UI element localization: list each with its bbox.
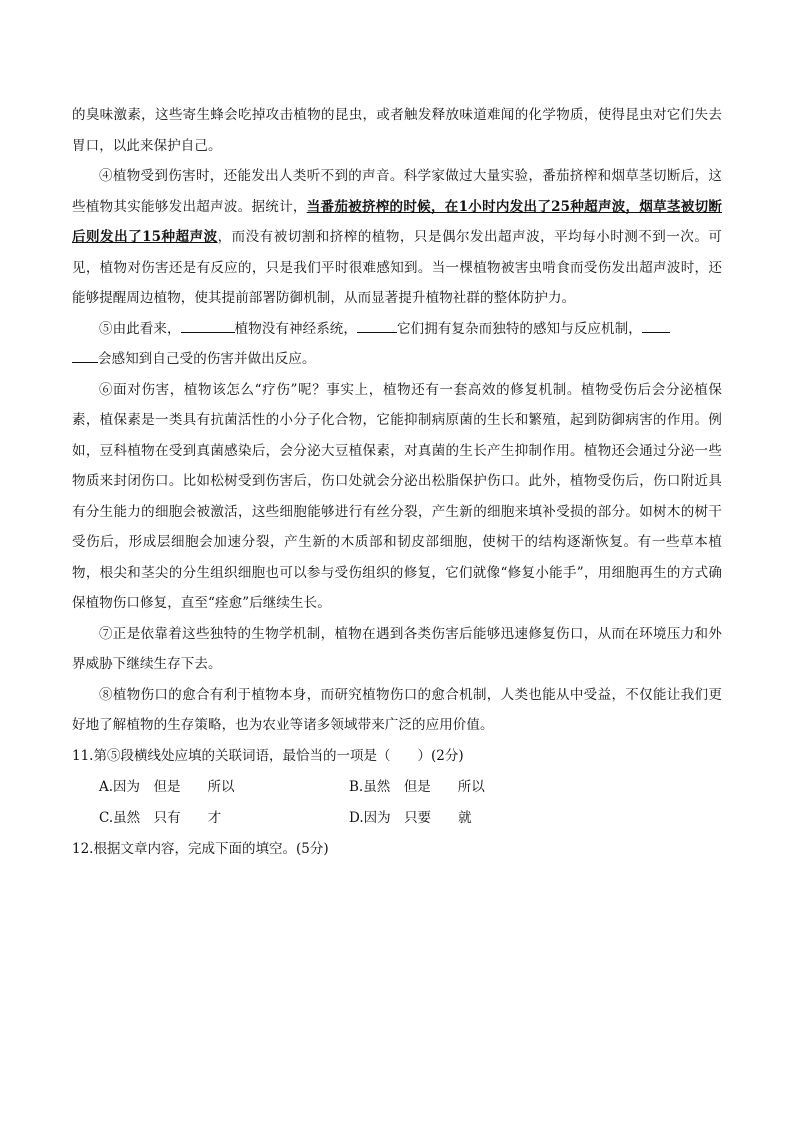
question-12-stem: 12.根据文章内容，完成下面的填空。(5分) (72, 840, 329, 857)
paragraph-7: ⑦正是依靠着这些独特的生物学机制，植物在遇到各类伤害后能够迅速修复伤口，从而在环境压力和外界威胁下继续生存下去。 (72, 625, 722, 672)
paragraph-4-emphasis: 当番茄被挤榨的时候，在1小时内发出了25种超声波，烟草茎被切断后则发出了15种超声波 (72, 198, 722, 245)
paragraph-5 (72, 314, 722, 375)
paragraph-4 (72, 161, 722, 314)
option-a[interactable]: A.因为 但是 所以 (99, 778, 235, 795)
paragraph-5-text-b: 植物没有神经系统， (234, 320, 358, 337)
paragraph-5-text-c: 它们拥有复杂而独特的感知与反应机制， (397, 320, 642, 337)
option-b[interactable]: B.虽然 但是 所以 (349, 778, 485, 795)
paragraph-6: ⑥面对伤害，植物该怎么“疗伤”呢？事实上，植物还有一套高效的修复机制。植物受伤后会分泌植保素，植保素是一类具有抗菌活性的小分子化合物，它能抑制病原菌的生长和繁殖，起到防御病害的作用。例如，豆科植物在受到真菌感染后，会分泌大豆植保素，对真菌的生长产生抑制作用。植物还会通过分泌一些物质来封闭伤口。比如松树受到伤害后，伤口处就会分泌出松脂保护伤口。此外，植物受伤后，伤口附近具有分生能力的细胞会被激活，这些细胞能够进行有丝分裂，产生新的细胞来填补受损的部分。如树木的树干受伤后，形成层细胞会加速分裂，产生新的木质部和韧皮部细胞，使树干的结构逐渐恢复。有一些草本植物，根尖和茎尖的分生组织细胞也可以参与受伤组织的修复，它们就像“修复小能手”，用细胞再生的方式确保植物伤口修复，直至“痊愈”后继续生长。 (72, 381, 722, 611)
paragraph-4-text-a: ④植物受到伤害时，还能发出人类听不到的声音。科学家做过大量实验，番茄挤榨和烟草茎切断后，这些植物其实能够发出超声波。据统计， (72, 168, 722, 215)
question-11-stem: 11.第⑤段横线处应填的关联词语，最恰当的一项是（ ）(2分) (72, 747, 464, 764)
option-d[interactable]: D.因为 只要 就 (349, 809, 472, 826)
paragraph-3-continuation: 的臭味激素，这些寄生蜂会吃掉攻击植物的昆虫，或者触发释放味道难闻的化学物质，使得昆虫对它们失去胃口，以此来保护自己。 (72, 107, 722, 154)
paragraph-5-text-d: 会感知到自己受的伤害并做出反应。 (98, 351, 316, 367)
question-11-options (99, 772, 722, 834)
document-page (72, 100, 722, 865)
option-c[interactable]: C.虽然 只有 才 (99, 809, 222, 826)
blank-2 (357, 318, 397, 333)
blank-3a (642, 318, 670, 333)
paragraph-8: ⑧植物伤口的愈合有利于植物本身，而研究植物伤口的愈合机制，人类也能从中受益，不仅能让我们更好地了解植物的生存策略，也为农业等诸多领域带来广泛的应用价值。 (72, 686, 722, 733)
paragraph-4-text-b: ，而没有被切割和挤榨的植物，只是偶尔发出超声波，平均每小时测不到一次。可见，植物对伤害还是有反应的，只是我们平时很难感知到。当一棵植物被害虫啃食而受伤发出超声波时，还能够提醒周边植物，使其提前部署防御机制，从而显著提升植物社群的整体防护力。 (72, 229, 722, 306)
blank-1 (181, 318, 235, 333)
paragraph-5-text-a: ⑤由此看来， (99, 320, 181, 337)
blank-3b (72, 348, 98, 363)
